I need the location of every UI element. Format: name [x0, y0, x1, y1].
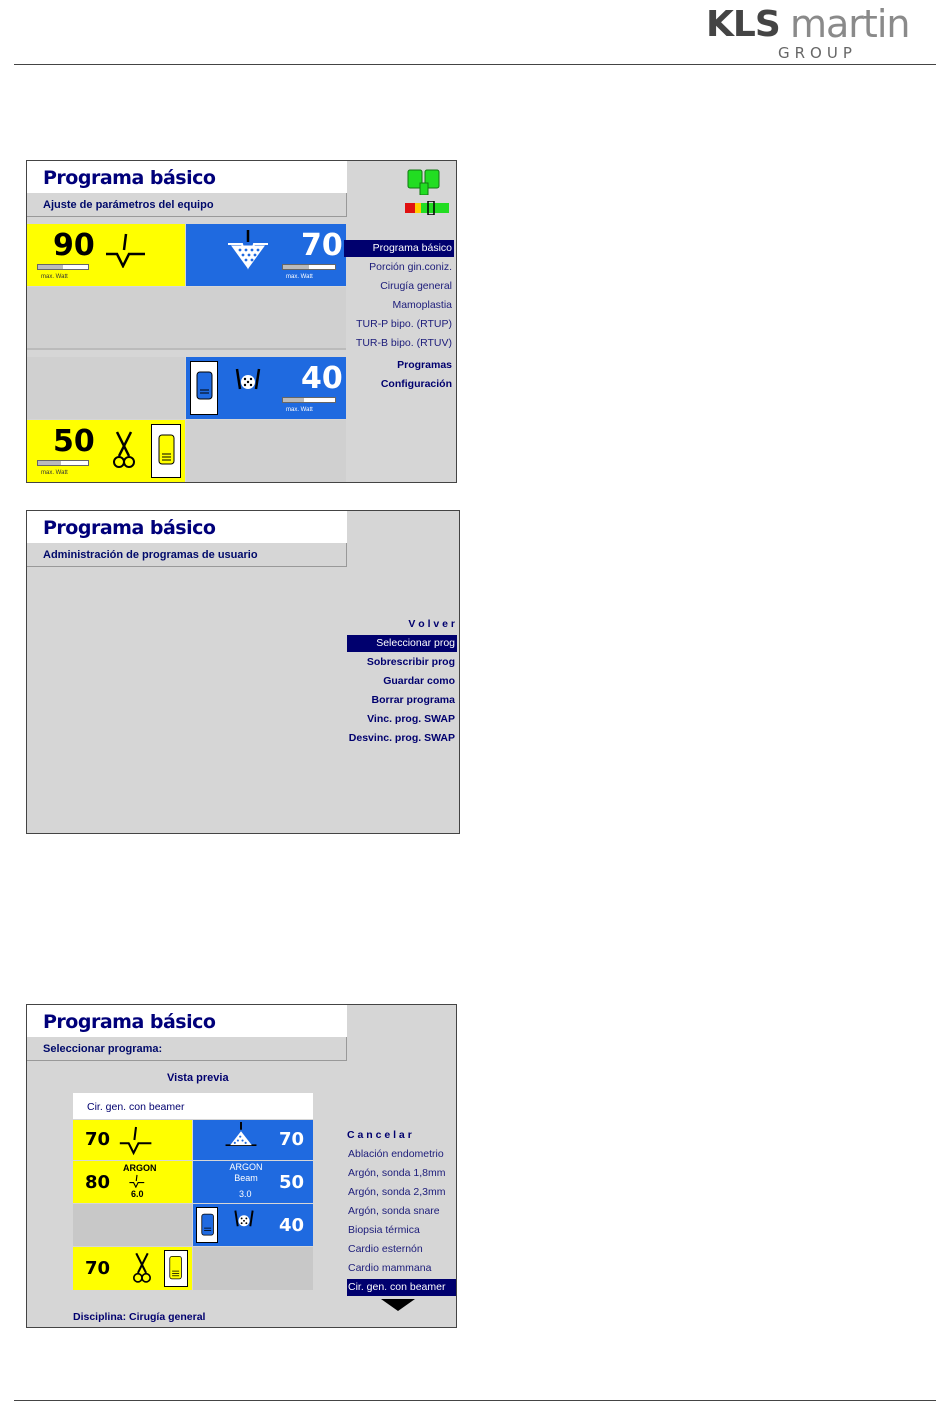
bipolar-power-slider[interactable] [282, 397, 336, 403]
scissors-power-value: 50 [53, 424, 95, 459]
preview-argon-tile [73, 1161, 192, 1203]
bipolar-mode-icon [234, 367, 262, 395]
preview-coag-value: 70 [279, 1129, 305, 1150]
max-watt-label: max. Watt [286, 407, 313, 413]
menu-item[interactable]: Porción gin.coniz. [369, 261, 452, 273]
menu-item[interactable]: Cirugía general [380, 280, 452, 292]
max-watt-label: max. Watt [286, 274, 313, 280]
bipolar-tile[interactable] [186, 357, 346, 419]
level-bar-icon [405, 201, 449, 215]
max-watt-label: max. Watt [41, 470, 68, 476]
empty-slot [73, 1204, 192, 1246]
preview-bipolar-value: 40 [279, 1215, 305, 1236]
menu-item[interactable]: Biopsia térmica [348, 1224, 420, 1236]
menu-item[interactable]: Guardar como [383, 675, 455, 687]
page-title: Programa básico [27, 1005, 347, 1037]
menu-item[interactable]: Cardio esternón [348, 1243, 423, 1255]
page-title: Programa básico [27, 161, 347, 193]
page-subtitle: Administración de programas de usuario [27, 543, 347, 567]
footer-divider [14, 1400, 936, 1401]
scissors-icon [113, 430, 135, 470]
preview-argon-right-value: 50 [279, 1172, 305, 1193]
preview-label: Vista previa [167, 1072, 229, 1084]
menu-item[interactable]: Seleccionar prog [347, 635, 457, 652]
cut-mode-icon [119, 1124, 153, 1156]
menu-item[interactable]: Argón, sonda 1,8mm [348, 1167, 446, 1179]
bipolar-mode-icon [233, 1208, 255, 1232]
menu-item[interactable]: Cardio mammana [348, 1262, 432, 1274]
empty-slot [27, 357, 185, 419]
screen-parameter-settings [26, 160, 457, 483]
menu-item[interactable]: Ablación endometrio [348, 1148, 444, 1160]
screen-user-programs [26, 510, 460, 834]
preview-scissors-tile [73, 1247, 192, 1290]
preview-cut-value: 70 [85, 1129, 111, 1150]
discipline-label: Disciplina: Cirugía general [73, 1311, 206, 1323]
scissors-power-slider[interactable] [37, 460, 89, 466]
cut-tile[interactable] [27, 224, 185, 286]
bipolar-handpiece-icon [196, 371, 214, 401]
header-divider [14, 64, 936, 65]
menu-item[interactable]: Borrar programa [371, 694, 455, 706]
page-subtitle: Seleccionar programa: [27, 1037, 347, 1061]
empty-slot [193, 1247, 313, 1290]
menu-item[interactable]: Sobrescribir prog [366, 656, 455, 668]
bipolar-handpiece-icon [201, 1212, 215, 1238]
empty-slot [186, 420, 346, 483]
footswitch-icon [407, 169, 441, 195]
monopolar-handpiece-icon [169, 1255, 183, 1281]
menu-item[interactable]: TUR-P bipo. (RTUP) [356, 318, 452, 330]
menu-item[interactable]: Programa básico [344, 240, 454, 257]
argon-label: ARGON [123, 1163, 157, 1173]
menu-item[interactable]: Vinc. prog. SWAP [367, 713, 455, 725]
coag-mode-icon [226, 230, 270, 274]
menu-item[interactable]: Mamoplastia [392, 299, 452, 311]
scissors-tile[interactable] [27, 420, 185, 483]
coag-tile[interactable] [186, 224, 346, 286]
screen-select-program [26, 1004, 457, 1328]
program-preview [73, 1093, 315, 1291]
menu-item[interactable]: Argón, sonda 2,3mm [348, 1186, 446, 1198]
scissors-icon [133, 1251, 151, 1285]
page-subtitle: Ajuste de parámetros del equipo [27, 193, 347, 217]
preview-argon-beam-tile [193, 1161, 313, 1203]
cut-power-slider[interactable] [37, 264, 89, 270]
argon-beam-label: ARGON Beam [229, 1162, 263, 1183]
logo-group: GROUP [778, 44, 857, 62]
cut-mode-icon [129, 1174, 145, 1188]
preview-program-name: Cir. gen. con beamer [73, 1093, 313, 1119]
monopolar-handpiece-icon [158, 434, 176, 466]
page-title: Programa básico [27, 511, 347, 543]
argon-beam-flow-value: 3.0 [239, 1189, 252, 1199]
menu-item[interactable]: Argón, sonda snare [348, 1205, 440, 1217]
empty-slot [27, 287, 346, 350]
coag-mode-icon [223, 1122, 259, 1156]
preview-scissors-value: 70 [85, 1258, 111, 1279]
menu-item[interactable]: Desvinc. prog. SWAP [348, 732, 455, 744]
configuration-button[interactable]: Configuración [380, 378, 452, 390]
back-button[interactable]: V o l v e r [408, 618, 455, 630]
preview-bipolar-tile [193, 1204, 313, 1246]
cut-power-value: 90 [53, 228, 95, 263]
logo-kls: KLS [706, 4, 780, 45]
logo-martin: martin [790, 2, 910, 46]
max-watt-label: max. Watt [41, 274, 68, 280]
programs-button[interactable]: Programas [397, 359, 452, 371]
scroll-down-icon[interactable] [381, 1299, 415, 1311]
preview-coag-tile [193, 1120, 313, 1160]
argon-flow-value: 6.0 [131, 1189, 144, 1199]
menu-item[interactable]: Cir. gen. con beamer [347, 1279, 456, 1296]
cut-mode-icon [105, 232, 147, 268]
cancel-button[interactable]: C a n c e l a r [347, 1129, 412, 1141]
coag-power-value: 70 [301, 228, 343, 263]
preview-argon-left-value: 80 [85, 1172, 111, 1193]
menu-item[interactable]: TUR-B bipo. (RTUV) [355, 337, 452, 349]
bipolar-power-value: 40 [301, 361, 343, 396]
coag-power-slider[interactable] [282, 264, 336, 270]
preview-cut-tile [73, 1120, 192, 1160]
